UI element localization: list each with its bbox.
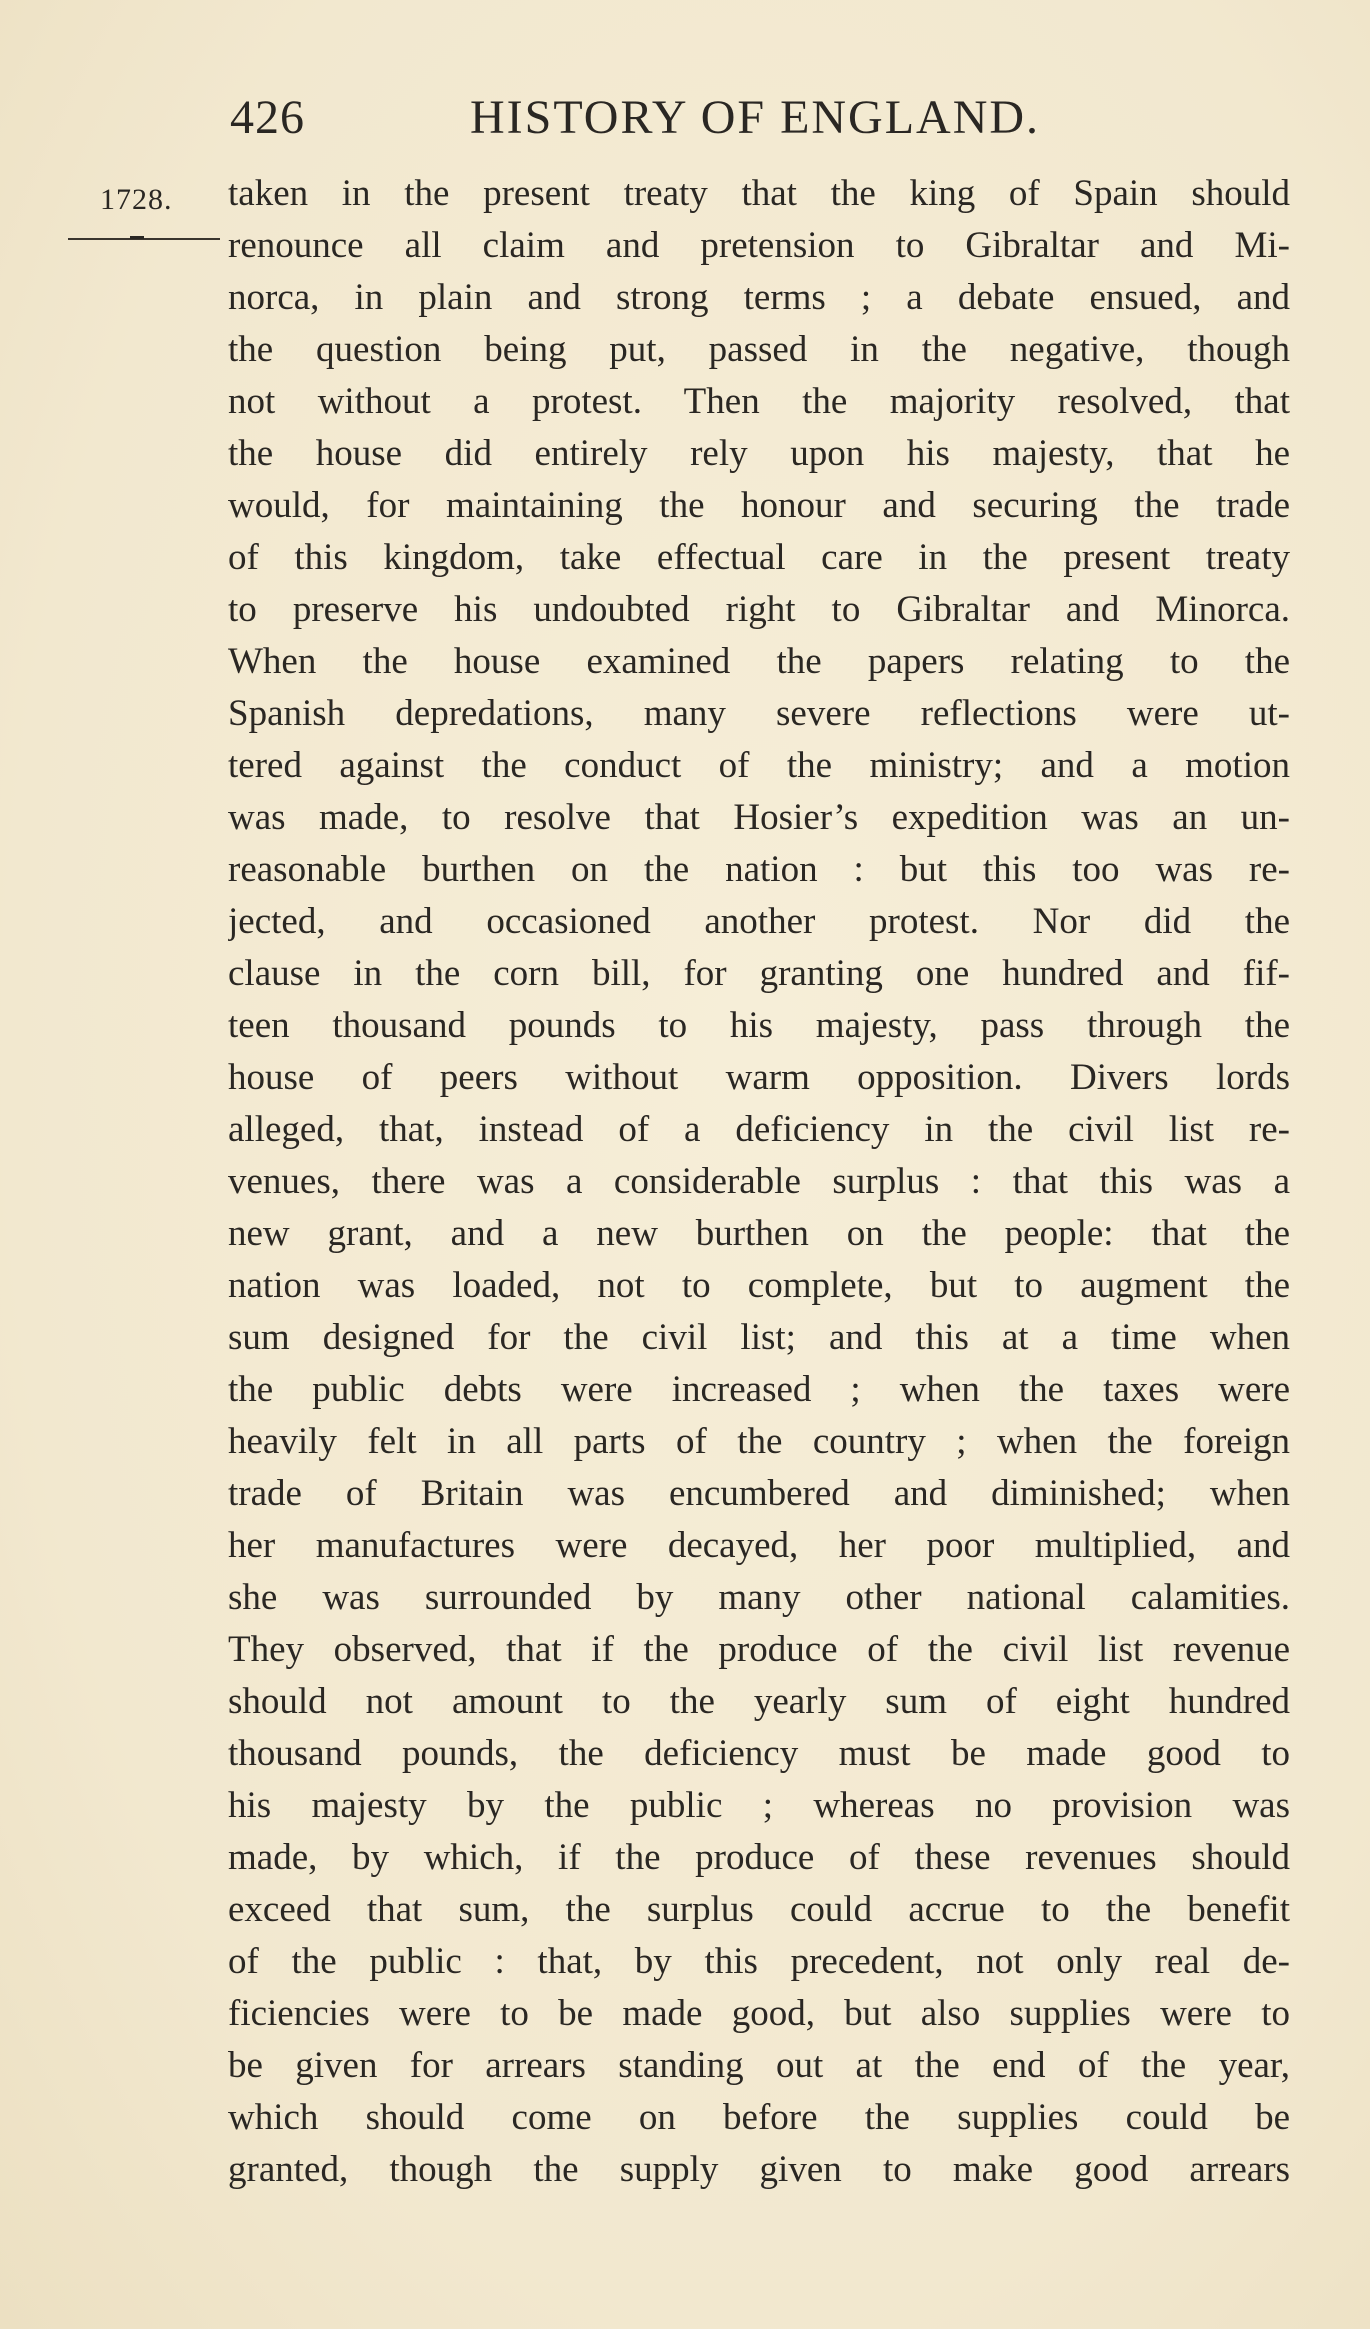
text-line: made, by which, if the produce of these revenues should — [228, 1837, 1290, 1878]
text-line: teen thousand pounds to his majesty, pass through the — [228, 1005, 1290, 1046]
text-line: renounce all claim and pretension to Gibraltar and Mi- — [228, 225, 1290, 266]
text-line: venues, there was a considerable surplus : that this was a — [228, 1161, 1290, 1202]
text-line: house of peers without warm opposition. Divers lords — [228, 1057, 1290, 1098]
text-line: clause in the corn bill, for granting one hundred and fif- — [228, 953, 1290, 994]
text-line: When the house examined the papers relating to the — [228, 641, 1290, 682]
text-line: would, for maintaining the honour and securing the trade — [228, 485, 1290, 526]
text-line: sum designed for the civil list; and this at a time when — [228, 1317, 1290, 1358]
text-line: was made, to resolve that Hosier’s expedition was an un- — [228, 797, 1290, 838]
text-line: heavily felt in all parts of the country ; when the foreign — [228, 1421, 1290, 1462]
margin-year-note: 1728. — [100, 183, 173, 216]
text-line: jected, and occasioned another protest. Nor did the — [228, 901, 1290, 942]
text-line: nation was loaded, not to complete, but to augment the — [228, 1265, 1290, 1306]
text-line: exceed that sum, the surplus could accrue to the benefit — [228, 1889, 1290, 1930]
text-line: thousand pounds, the deficiency must be made good to — [228, 1733, 1290, 1774]
page-title: HISTORY OF ENGLAND. — [470, 91, 1041, 144]
page-number: 426 — [230, 91, 305, 144]
text-line: be given for arrears standing out at the end of the year, — [228, 2045, 1290, 2086]
text-line: ficiencies were to be made good, but also supplies were to — [228, 1993, 1290, 2034]
text-line: new grant, and a new burthen on the people: that the — [228, 1213, 1290, 1254]
text-line: not without a protest. Then the majority resolved, that — [228, 381, 1290, 422]
text-line: his majesty by the public ; whereas no provision was — [228, 1785, 1290, 1826]
body-text — [228, 168, 1290, 2196]
text-line: the house did entirely rely upon his majesty, that he — [228, 433, 1290, 474]
text-line: which should come on before the supplies could be — [228, 2097, 1290, 2138]
text-line: the public debts were increased ; when the taxes were — [228, 1369, 1290, 1410]
text-line: granted, though the supply given to make good arrears — [228, 2149, 1290, 2190]
text-line: They observed, that if the produce of the civil list revenue — [228, 1629, 1290, 1670]
text-line: trade of Britain was encumbered and diminished; when — [228, 1473, 1290, 1514]
text-line: she was surrounded by many other national calamities. — [228, 1577, 1290, 1618]
margin-rule-divider — [68, 238, 220, 240]
text-line: her manufactures were decayed, her poor multiplied, and — [228, 1525, 1290, 1566]
text-line: tered against the conduct of the ministry; and a motion — [228, 745, 1290, 786]
text-line: the question being put, passed in the negative, though — [228, 329, 1290, 370]
margin-rule-mark — [130, 236, 144, 239]
text-line: taken in the present treaty that the king of Spain should — [228, 173, 1290, 214]
running-head — [230, 90, 1290, 150]
text-line: alleged, that, instead of a deficiency in the civil list re- — [228, 1109, 1290, 1150]
text-line: should not amount to the yearly sum of eight hundred — [228, 1681, 1290, 1722]
text-line: Spanish depredations, many severe reflections were ut- — [228, 693, 1290, 734]
text-line: of this kingdom, take effectual care in the present treaty — [228, 537, 1290, 578]
text-line: to preserve his undoubted right to Gibraltar and Minorca. — [228, 589, 1290, 630]
text-line: norca, in plain and strong terms ; a debate ensued, and — [228, 277, 1290, 318]
text-line: of the public : that, by this precedent, not only real de- — [228, 1941, 1290, 1982]
text-line: reasonable burthen on the nation : but this too was re- — [228, 849, 1290, 890]
